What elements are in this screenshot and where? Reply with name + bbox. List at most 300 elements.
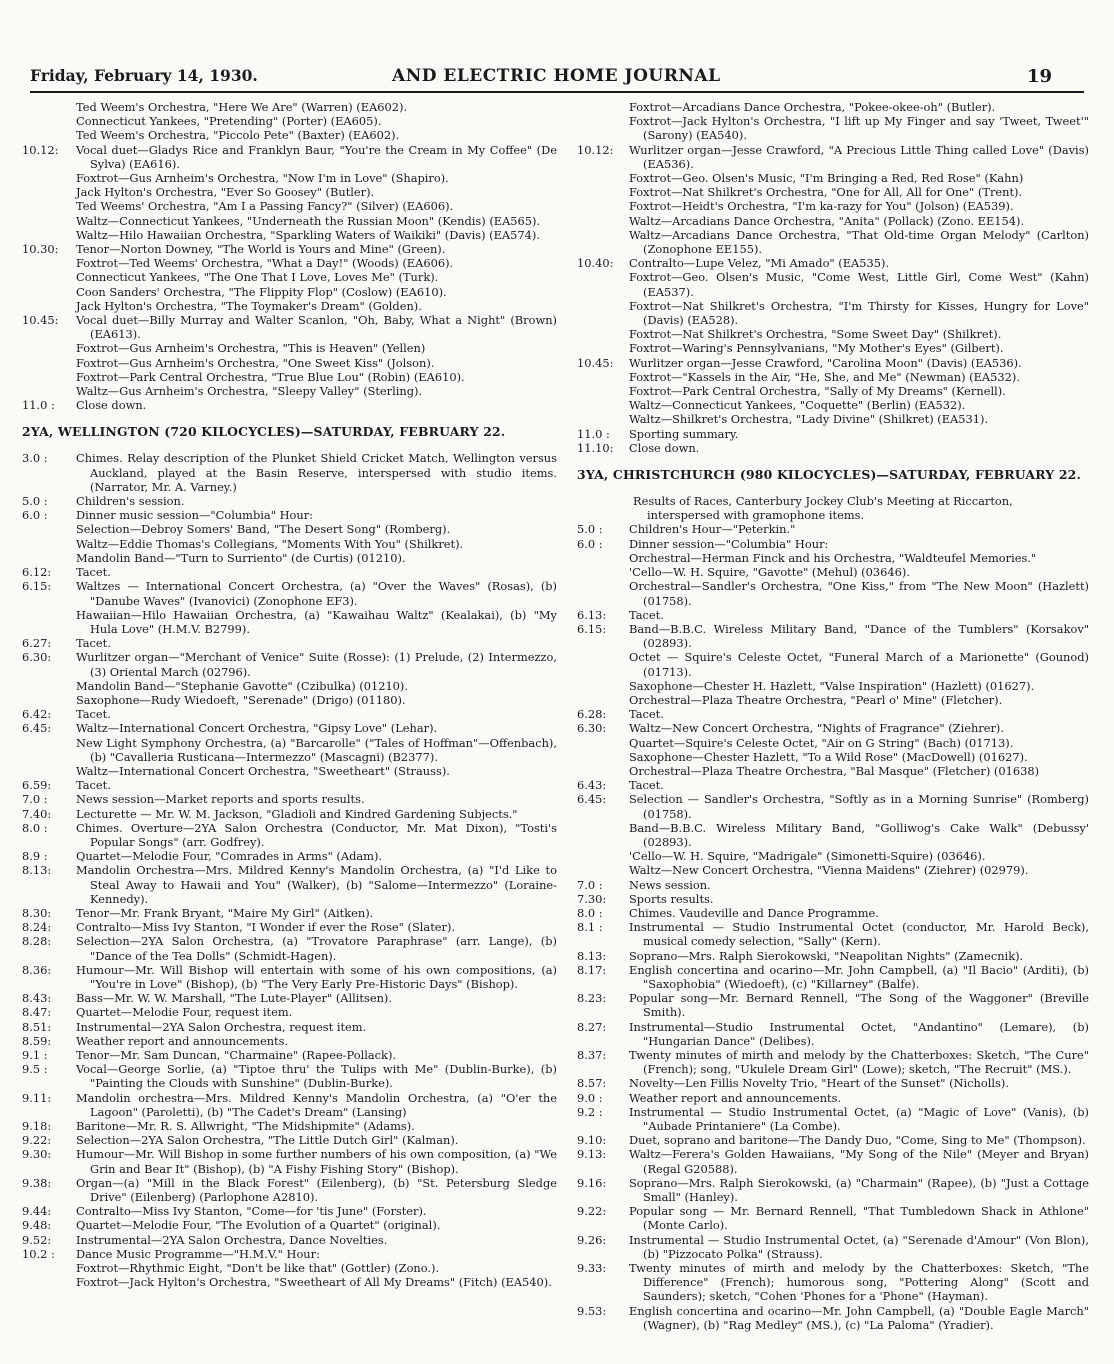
programme-entry: [22, 1119, 557, 1133]
entry-time: 9.16:: [577, 1175, 607, 1190]
entry-time: 9.11:: [22, 1090, 52, 1105]
entry-line: Orchestral—Plaza Theatre Orchestra, "Bal Masque" (Fletcher) (01638): [629, 763, 1040, 778]
entry-line: Instrumental — Studio Instrumental Octet, (a) "Serenade d'Amour" (Von Blon), (b) "Pizzocato Polka" (Strauss).: [629, 1232, 1089, 1261]
entry-line: Foxtrot—Ted Weems' Orchestra, "What a Day!" (Woods) (EA606).: [76, 256, 454, 271]
entry-line: Hawaiian—Hilo Hawaiian Orchestra, (a) "Kawaihau Waltz" (Kealakai), (b) "My Hula Love" (H.M.V. B2799).: [76, 607, 557, 636]
programme-entry: [22, 451, 557, 494]
entry-lines: [629, 878, 1089, 892]
entry-line: Foxtrot—Gus Arnheim's Orchestra, "One Sweet Kiss" (Jolson).: [76, 355, 435, 370]
entry-line: 'Cello—W. H. Squire, "Madrigale" (Simonetti-Squire) (03646).: [629, 849, 986, 864]
programme-entry: [577, 1020, 1089, 1048]
entry-lines: [629, 1048, 1089, 1076]
programme-entry: [22, 1091, 557, 1119]
entry-line: Waltz—International Concert Orchestra, "Gipsy Love" (Lehar).: [76, 721, 438, 736]
programme-entry: [577, 1204, 1089, 1232]
programme-entry: [22, 100, 557, 143]
entry-line: New Light Symphony Orchestra, (a) "Barcarolle" ("Tales of Hoffman"—Offenbach), (b) "Cavalleria Rusticana—Intermezzo" (Mascagni) (B2377).: [76, 735, 557, 764]
entry-lines: [76, 1034, 557, 1048]
programme-entry: [577, 427, 1089, 441]
entry-line: 'Cello—W. H. Squire, "Gavotte" (Mehul) (03646).: [629, 565, 910, 580]
entry-line: Vocal duet—Gladys Rice and Franklyn Baur, "You're the Cream in My Coffee" (De Sylva) (EA616).: [76, 142, 557, 171]
programme-entry: [22, 1204, 557, 1218]
entry-time: 6.45:: [22, 721, 52, 736]
entry-lines: [76, 906, 557, 920]
entry-lines: [629, 1020, 1089, 1048]
entry-time: 9.38:: [22, 1175, 52, 1190]
entry-time: 11.0 :: [577, 426, 610, 441]
entry-line: Octet — Squire's Celeste Octet, "Funeral March of a Marionette" (Gounod) (01713).: [629, 650, 1089, 679]
entry-time: 9.33:: [577, 1261, 607, 1276]
entry-line: Contralto—Lupe Velez, "Mi Amado" (EA535).: [629, 256, 890, 271]
programme-entry: [22, 1218, 557, 1232]
entry-line: Sports results.: [629, 891, 714, 906]
entry-line: Foxtrot—Geo. Olsen's Music, "Come West, Little Girl, Come West" (Kahn) (EA537).: [629, 270, 1089, 299]
columns: [22, 100, 1092, 1332]
entry-line: Foxtrot—Gus Arnheim's Orchestra, "Now I'm in Love" (Shapiro).: [76, 171, 449, 186]
entry-line: Selection—Debroy Somers' Band, "The Desert Song" (Romberg).: [76, 522, 451, 537]
programme-entry: [22, 721, 557, 778]
entry-line: Chimes. Relay description of the Plunket Shield Cricket Match, Wellington versus Auckland, played at the Basin Reserve, interspersed with studio items. (Narrator, Mr. A. Varney.): [76, 451, 557, 494]
page-number: 19: [1026, 66, 1052, 87]
entry-line: Waltz—Ferera's Golden Hawaiians, "My Song of the Nile" (Meyer and Bryan) (Regal G20588).: [629, 1147, 1089, 1176]
entry-line: Tenor—Mr. Sam Duncan, "Charmaine" (Rapee-Pollack).: [76, 1048, 397, 1062]
programme-entry: [577, 792, 1089, 877]
entry-lines: [76, 920, 557, 934]
entry-lines: [629, 1091, 1089, 1105]
programme-entry: [22, 863, 557, 906]
entry-line: Ted Weem's Orchestra, "Piccolo Pete" (Baxter) (EA602).: [76, 128, 400, 143]
entry-line: Orchestral—Sandler's Orchestra, "One Kiss," from "The New Moon" (Hazlett) (01758).: [629, 579, 1089, 608]
entry-lines: [629, 256, 1089, 355]
programme-entry: [22, 650, 557, 707]
entry-line: Organ—(a) "Mill in the Black Forest" (Eilenberg), (b) "St. Petersburg Sledge Drive" (Eilenberg) (Parlophone A2810).: [76, 1175, 557, 1205]
entry-line: Foxtrot—Waring's Pennsylvanians, "My Mother's Eyes" (Gilbert).: [629, 341, 1004, 356]
entry-lines: [629, 1105, 1089, 1133]
entry-time: 6.0 :: [577, 536, 603, 551]
programme-entry: [22, 636, 557, 650]
entry-lines: [76, 1247, 557, 1290]
programme-entry: [577, 1091, 1089, 1105]
entry-time: [577, 100, 629, 143]
entry-line: Waltz—New Concert Orchestra, "Vienna Maidens" (Ziehrer) (02979).: [629, 863, 1029, 878]
entry-line: Tenor—Mr. Frank Bryant, "Maire My Girl" (Aitken).: [76, 905, 374, 920]
entry-lines: [76, 242, 557, 313]
section-intro: Results of Races, Canterbury Jockey Club's Meeting at Riccarton, interspersed with gramophone items.: [633, 494, 1013, 523]
entry-line: Instrumental—Studio Instrumental Octet, "Andantino" (Lemare), (b) "Hungarian Dance" (Delibes).: [629, 1019, 1089, 1048]
entry-time: 8.24:: [22, 920, 52, 935]
programme-entry: [22, 849, 557, 863]
entry-lines: [76, 934, 557, 962]
entry-line: Tacet.: [76, 636, 111, 651]
entry-lines: [76, 792, 557, 806]
entry-line: Foxtrot—Nat Shilkret's Orchestra, "One for All, All for One" (Trent).: [629, 185, 1023, 200]
programme-entry: [22, 143, 557, 242]
programme-entry: [577, 1147, 1089, 1175]
entry-lines: [629, 1176, 1089, 1204]
entry-line: Foxtrot—Geo. Olsen's Music, "I'm Bringing a Red, Red Rose" (Kahn): [629, 171, 1024, 186]
entry-line: Soprano—Mrs. Ralph Sierokowski, "Neapolitan Nights" (Zamecnik).: [629, 948, 1024, 963]
entry-lines: [629, 608, 1089, 622]
entry-lines: [629, 721, 1089, 778]
entry-line: Waltz—Eddie Thomas's Collegians, "Moments With You" (Shilkret).: [76, 536, 464, 551]
entry-line: Band—B.B.C. Wireless Military Band, "Golliwog's Cake Walk" (Debussy' (02893).: [629, 820, 1089, 849]
entry-time: 9.52:: [22, 1232, 52, 1247]
entry-time: 6.12:: [22, 565, 52, 580]
entry-lines: [76, 849, 557, 863]
left-column: [22, 100, 557, 1332]
programme-entry: [577, 256, 1089, 355]
entry-lines: [76, 636, 557, 650]
entry-line: Quartet—Melodie Four, "The Evolution of a Quartet" (original).: [76, 1218, 441, 1233]
programme-entry: [22, 579, 557, 636]
programme-entry: [577, 707, 1089, 721]
entry-lines: [629, 892, 1089, 906]
entry-lines: [629, 1147, 1089, 1175]
entry-lines: [629, 906, 1089, 920]
entry-time: 8.9 :: [22, 849, 48, 864]
entry-time: 8.36:: [22, 962, 52, 977]
programme-entry: [22, 1005, 557, 1019]
entry-time: 5.0 :: [22, 494, 48, 509]
entry-lines: [629, 522, 1089, 536]
page-date: Friday, February 14, 1930.: [30, 66, 258, 85]
programme-entry: [577, 1076, 1089, 1090]
entry-time: 7.40:: [22, 806, 52, 821]
programme-entry: [577, 143, 1089, 257]
entry-lines: [76, 1091, 557, 1119]
entry-time: 9.1 :: [22, 1048, 48, 1062]
entry-line: Soprano—Mrs. Ralph Sierokowski, (a) "Charmain" (Rapee), (b) "Just a Cottage Small" (Hanley).: [629, 1175, 1089, 1205]
programme-entry: [577, 608, 1089, 622]
entry-lines: [629, 441, 1089, 455]
entry-line: Saxophone—Chester H. Hazlett, "Valse Inspiration" (Hazlett) (01627).: [629, 678, 1035, 693]
entry-time: 9.5 :: [22, 1062, 48, 1077]
entry-lines: [76, 778, 557, 792]
programme-entry: [577, 522, 1089, 536]
entry-time: 6.28:: [577, 707, 607, 722]
entry-lines: [629, 1204, 1089, 1232]
programme-entry: [577, 1176, 1089, 1204]
programme-entry: [22, 1147, 557, 1175]
entry-line: Waltzes — International Concert Orchestra, (a) "Over the Waves" (Rosas), (b) "Danube Waves" (Ivanovici) (Zonophone EF3).: [76, 579, 557, 608]
entry-lines: [76, 863, 557, 906]
entry-line: Jack Hylton's Orchestra, "Ever So Goosey" (Butler).: [76, 185, 375, 200]
entry-line: Quartet—Melodie Four, "Comrades in Arms" (Adam).: [76, 849, 383, 864]
entry-time: 9.30:: [22, 1147, 52, 1162]
entry-time: 8.47:: [22, 1005, 52, 1020]
programme-entry: [577, 906, 1089, 920]
entry-time: 10.12:: [577, 142, 614, 157]
entry-lines: [76, 398, 557, 412]
entry-line: Ted Weem's Orchestra, "Here We Are" (Warren) (EA602).: [76, 100, 408, 114]
entry-lines: [629, 537, 1089, 608]
page-title: AND ELECTRIC HOME JOURNAL: [392, 66, 721, 86]
entry-lines: [76, 707, 557, 721]
programme-entry: [577, 356, 1089, 427]
entry-lines: [76, 1119, 557, 1133]
entry-lines: [76, 579, 557, 636]
entry-time: 6.30:: [22, 650, 52, 665]
programme-entry: [577, 778, 1089, 792]
entry-line: Waltz—New Concert Orchestra, "Nights of Fragrance" (Ziehrer).: [629, 721, 1004, 736]
entry-line: Contralto—Miss Ivy Stanton, "I Wonder if ever the Rose" (Slater).: [76, 920, 456, 935]
programme-entry: [22, 920, 557, 934]
entry-line: Instrumental—2YA Salon Orchestra, request item.: [76, 1019, 367, 1034]
entry-time: 8.0 :: [577, 905, 603, 920]
entry-line: Foxtrot—Arcadians Dance Orchestra, "Pokee-okee-oh" (Butler).: [629, 100, 996, 114]
entry-line: Foxtrot—Jack Hylton's Orchestra, "I lift up My Finger and say 'Tweet, Tweet'" (Sarony) (EA540).: [629, 114, 1089, 143]
entry-line: Waltz—Connecticut Yankees, "Underneath the Russian Moon" (Kendis) (EA565).: [76, 213, 541, 228]
entry-line: Tacet.: [629, 778, 664, 793]
entry-line: Instrumental — Studio Instrumental Octet, (a) "Magic of Love" (Vanis), (b) "Aubade Printaniere" (La Combe).: [629, 1104, 1089, 1134]
entry-line: Waltz—Hilo Hawaiian Orchestra, "Sparkling Waters of Waikiki" (Davis) (EA574).: [76, 227, 540, 242]
entry-line: Mandolin Band—"Stephanie Gavotte" (Czibulka) (01210).: [76, 678, 408, 693]
programme-entry: [22, 1048, 557, 1062]
entry-time: 8.13:: [577, 948, 607, 963]
entry-lines: [629, 1133, 1089, 1147]
programme-entry: [577, 100, 1089, 143]
entry-line: Waltz—Connecticut Yankees, "Coquette" (Berlin) (EA532).: [629, 398, 966, 413]
entry-line: Waltz—Gus Arnheim's Orchestra, "Sleepy Valley" (Sterling).: [76, 384, 423, 399]
programme-entry: [22, 792, 557, 806]
entry-lines: [629, 1233, 1089, 1261]
entry-time: 10.45:: [577, 355, 614, 370]
entry-line: Quartet—Melodie Four, request item.: [76, 1005, 293, 1020]
entry-line: Wurlitzer organ—Jesse Crawford, "A Precious Little Thing called Love" (Davis) (EA536).: [629, 142, 1089, 171]
entry-line: Close down.: [76, 398, 147, 413]
programme-entry: [22, 1020, 557, 1034]
entry-line: Jack Hylton's Orchestra, "The Toymaker's Dream" (Golden).: [76, 298, 422, 313]
entry-time: 6.27:: [22, 636, 52, 651]
entry-line: Waltz—Arcadians Dance Orchestra, "Anita" (Pollack) (Zono. EE154).: [629, 213, 1025, 228]
entry-lines: [76, 650, 557, 707]
entry-line: Wurlitzer organ—"Merchant of Venice" Suite (Rosse): (1) Prelude, (2) Intermezzo, (3) Oriental March (02796).: [76, 650, 557, 679]
entry-line: Foxtrot—Nat Shilkret's Orchestra, "I'm Thirsty for Kisses, Hungry for Love" (Davis) (EA528).: [629, 298, 1089, 328]
entry-line: Selection — Sandler's Orchestra, "Softly as in a Morning Sunrise" (Romberg) (01758).: [629, 792, 1089, 821]
entry-time: 8.0 :: [22, 820, 48, 835]
entry-line: Humour—Mr. Will Bishop in some further numbers of his own composition, (a) "We Grin and Bear It" (Bishop), (b) "A Fishy Fishing Story" (Bishop).: [76, 1147, 557, 1176]
programme-entry: [22, 1176, 557, 1204]
entry-time: 9.18:: [22, 1119, 52, 1134]
programme-entry: [22, 1247, 557, 1290]
programme-entry: [577, 920, 1089, 948]
entry-time: 11.0 :: [22, 398, 55, 413]
entry-lines: [76, 451, 557, 494]
entry-time: 6.59:: [22, 778, 52, 793]
entry-line: Chimes. Vaudeville and Dance Programme.: [629, 905, 879, 920]
programme-entry: [577, 537, 1089, 608]
entry-line: Instrumental—2YA Salon Orchestra, Dance Novelties.: [76, 1232, 388, 1247]
entry-lines: [629, 920, 1089, 948]
programme-entry: [577, 1304, 1089, 1332]
entry-lines: [629, 622, 1089, 707]
entry-line: Vocal—George Sorlie, (a) "Tiptoe thru' the Tulips with Me" (Dublin-Burke), (b) "Painting the Clouds with Sunshine" (Dublin-Burke).: [76, 1062, 557, 1091]
programme-entry: [577, 963, 1089, 991]
entry-line: Chimes. Overture—2YA Salon Orchestra (Conductor, Mr. Mat Dixon), "Tosti's Popular Songs" (arr. Godfrey).: [76, 820, 557, 849]
entry-line: Foxtrot—Jack Hylton's Orchestra, "Sweetheart of All My Dreams" (Fitch) (EA540).: [76, 1275, 552, 1290]
entry-line: Twenty minutes of mirth and melody by the Chatterboxes: Sketch, "The Difference" (French); humorous song, "Pottering Along" (Scott and Saunders); sketch, "Cohen 'Phones for a 'Phone" (Hayman).: [629, 1261, 1089, 1304]
entry-lines: [629, 778, 1089, 792]
programme-entry: [577, 892, 1089, 906]
programme-entry: [22, 934, 557, 962]
entry-time: 10.40:: [577, 256, 614, 271]
programme-entry: [577, 1048, 1089, 1076]
entry-line: Band—B.B.C. Wireless Military Band, "Dance of the Tumblers" (Korsakov" (02893).: [629, 621, 1089, 651]
entry-line: Mandolin Band—"Turn to Surriento" (de Curtis) (01210).: [76, 550, 406, 565]
programme-entry: [22, 242, 557, 313]
entry-lines: [76, 1147, 557, 1175]
entry-lines: [76, 807, 557, 821]
entry-time: 8.59:: [22, 1033, 52, 1048]
entry-line: Tenor—Norton Downey, "The World is Yours and Mine" (Green).: [76, 242, 446, 257]
entry-line: Tacet.: [629, 607, 664, 622]
entry-line: Popular song—Mr. Bernard Rennell, "The Song of the Waggoner" (Breville Smith).: [629, 991, 1089, 1020]
entry-time: 6.15:: [577, 621, 607, 636]
entry-line: Weather report and announcements.: [629, 1090, 842, 1105]
entry-line: Tacet.: [629, 707, 664, 722]
programme-entry: [577, 991, 1089, 1019]
entry-lines: [629, 143, 1089, 257]
programme-entry: [577, 949, 1089, 963]
left-block-2: [22, 451, 557, 1289]
entry-time: 8.13:: [22, 863, 52, 878]
entry-line: Waltz—International Concert Orchestra, "Sweetheart" (Strauss).: [76, 763, 450, 778]
entry-time: 8.43:: [22, 991, 52, 1006]
entry-lines: [76, 1176, 557, 1204]
entry-lines: [629, 707, 1089, 721]
section-heading-3ya: 3YA, CHRISTCHURCH (980 KILOCYCLES)—SATURDAY, FEBRUARY 22.: [577, 467, 1082, 483]
programme-entry: [577, 878, 1089, 892]
entry-line: Foxtrot—Rhythmic Eight, "Don't be like that" (Gottler) (Zono.).: [76, 1261, 440, 1276]
entry-line: English concertina and ocarino—Mr. John Campbell, (a) "Double Eagle March" (Wagner), (b) "Rag Medley" (MS.), (c) "La Paloma" (Yradier).: [629, 1303, 1089, 1332]
entry-line: Baritone—Mr. R. S. Allwright, "The Midshipmite" (Adams).: [76, 1119, 415, 1134]
entry-line: Mandolin Orchestra—Mrs. Mildred Kenny's Mandolin Orchestra, (a) "I'd Like to Steal Away to Hawaii and You" (Walker), (b) "Salome—Intermezzo" (Loraine-Kennedy).: [76, 863, 557, 906]
programme-entry: [22, 707, 557, 721]
entry-time: 3.0 :: [22, 451, 48, 466]
entry-line: Mandolin orchestra—Mrs. Mildred Kenny's Mandolin Orchestra, (a) "O'er the Lagoon" (Paroletti), (b) "The Cadet's Dream" (Lansing): [76, 1090, 557, 1119]
entry-time: 11.10:: [577, 440, 614, 455]
entry-time: 9.48:: [22, 1218, 52, 1233]
entry-time: 6.43:: [577, 778, 607, 793]
entry-line: Duet, soprano and baritone—The Dandy Duo, "Come, Sing to Me" (Thompson).: [629, 1133, 1086, 1148]
entry-lines: [76, 991, 557, 1005]
entry-time: 7.0 :: [22, 792, 48, 807]
entry-line: Twenty minutes of mirth and melody by the Chatterboxes: Sketch, "The Cure" (French); song, "Ukulele Dream Girl" (Lowe); sketch, "The Recruit" (MS.).: [629, 1048, 1089, 1077]
entry-time: 8.37:: [577, 1048, 607, 1062]
entry-line: Coon Sanders' Orchestra, "The Flippity Flop" (Coslow) (EA610).: [76, 284, 447, 299]
entry-time: 7.30:: [577, 891, 607, 906]
programme-entry: [22, 1233, 557, 1247]
entry-time: 9.44:: [22, 1204, 52, 1219]
entry-line: Novelty—Len Fillis Novelty Trio, "Heart of the Sunset" (Nicholls).: [629, 1076, 1009, 1091]
entry-lines: [76, 494, 557, 508]
entry-time: 9.53:: [577, 1303, 607, 1318]
entry-line: Orchestral—Herman Finck and his Orchestra, "Waldteufel Memories.": [629, 550, 1037, 565]
entry-line: Vocal duet—Billy Murray and Walter Scanlon, "Oh, Baby, What a Night" (Brown) (EA613).: [76, 313, 557, 342]
programme-entry: [22, 494, 557, 508]
entry-time: 9.22:: [22, 1133, 52, 1148]
entry-line: Wurlitzer organ—Jesse Crawford, "Carolina Moon" (Davis) (EA536).: [629, 355, 1022, 370]
entry-lines: [76, 963, 557, 991]
entry-line: Contralto—Miss Ivy Stanton, "Come—for 'tis June" (Forster).: [76, 1204, 427, 1219]
entry-line: Foxtrot—Park Central Orchestra, "True Blue Lou" (Robin) (EA610).: [76, 369, 465, 384]
section-heading-2ya: 2YA, WELLINGTON (720 KILOCYCLES)—SATURDAY, FEBRUARY 22.: [22, 424, 506, 440]
entry-line: Foxtrot—"Kassels in the Air, "He, She, and Me" (Newman) (EA532).: [629, 369, 1020, 384]
entry-line: Bass—Mr. W. W. Marshall, "The Lute-Player" (Allitsen).: [76, 991, 392, 1006]
entry-time: 9.22:: [577, 1204, 607, 1219]
programme-entry: [577, 1105, 1089, 1133]
entry-line: Connecticut Yankees, "Pretending" (Porter) (EA605).: [76, 114, 382, 129]
entry-line: Selection—2YA Salon Orchestra, "The Little Dutch Girl" (Kalman).: [76, 1133, 459, 1148]
entry-time: 9.13:: [577, 1147, 607, 1162]
entry-line: Saxophone—Rudy Wiedoeft, "Serenade" (Drigo) (01180).: [76, 692, 406, 707]
entry-line: Dinner music session—"Columbia" Hour:: [76, 508, 313, 523]
entry-line: Tacet.: [76, 707, 111, 722]
entry-lines: [629, 963, 1089, 991]
entry-lines: [629, 1261, 1089, 1304]
entry-lines: [629, 1304, 1089, 1332]
entry-lines: [629, 100, 1089, 143]
right-block-2: [577, 522, 1089, 1332]
programme-entry: [577, 622, 1089, 707]
entry-time: 7.0 :: [577, 877, 603, 892]
entry-line: Foxtrot—Nat Shilkret's Orchestra, "Some Sweet Day" (Shilkret).: [629, 327, 1002, 342]
entry-lines: [76, 1062, 557, 1090]
entry-line: News session—Market reports and sports results.: [76, 792, 365, 807]
entry-time: 10.2 :: [22, 1246, 55, 1261]
programme-entry: [577, 1133, 1089, 1147]
entry-lines: [629, 949, 1089, 963]
entry-lines: [76, 1218, 557, 1232]
entry-line: Saxophone—Chester Hazlett, "To a Wild Rose" (MacDowell) (01627).: [629, 749, 1028, 764]
entry-lines: [76, 1133, 557, 1147]
entry-lines: [76, 1233, 557, 1247]
entry-lines: [76, 508, 557, 565]
entry-lines: [629, 1076, 1089, 1090]
entry-lines: [629, 792, 1089, 877]
programme-entry: [22, 1133, 557, 1147]
entry-line: Children's Hour—"Peterkin.": [629, 522, 796, 537]
entry-line: Ted Weems' Orchestra, "Am I a Passing Fancy?" (Silver) (EA606).: [76, 199, 454, 214]
entry-lines: [629, 991, 1089, 1019]
entry-line: Popular song — Mr. Bernard Rennell, "That Tumbledown Shack in Athlone" (Monte Carlo).: [629, 1204, 1089, 1233]
entry-time: 9.0 :: [577, 1090, 603, 1105]
entry-lines: [76, 821, 557, 849]
programme-entry: [22, 398, 557, 412]
entry-lines: [76, 1020, 557, 1034]
programme-entry: [22, 508, 557, 565]
entry-lines: [76, 313, 557, 398]
programme-entry: [22, 807, 557, 821]
entry-time: 8.23:: [577, 991, 607, 1006]
left-block-1: [22, 100, 557, 412]
programme-entry: [22, 1034, 557, 1048]
entry-time: 8.30:: [22, 905, 52, 920]
entry-line: Children's session.: [76, 494, 185, 509]
entry-line: Dance Music Programme—"H.M.V." Hour:: [76, 1246, 320, 1261]
entry-time: 10.45:: [22, 313, 59, 328]
entry-line: Waltz—Shilkret's Orchestra, "Lady Divine" (Shilkret) (EA531).: [629, 412, 989, 427]
entry-line: Foxtrot—Gus Arnheim's Orchestra, "This is Heaven" (Yellen): [76, 341, 426, 356]
entry-time: 8.57:: [577, 1076, 607, 1091]
programme-entry: [22, 778, 557, 792]
programme-entry: [22, 313, 557, 398]
programme-entry: [577, 441, 1089, 455]
entry-time: 6.42:: [22, 707, 52, 722]
entry-lines: [76, 143, 557, 242]
entry-time: 8.51:: [22, 1019, 52, 1034]
entry-time: 8.17:: [577, 962, 607, 977]
